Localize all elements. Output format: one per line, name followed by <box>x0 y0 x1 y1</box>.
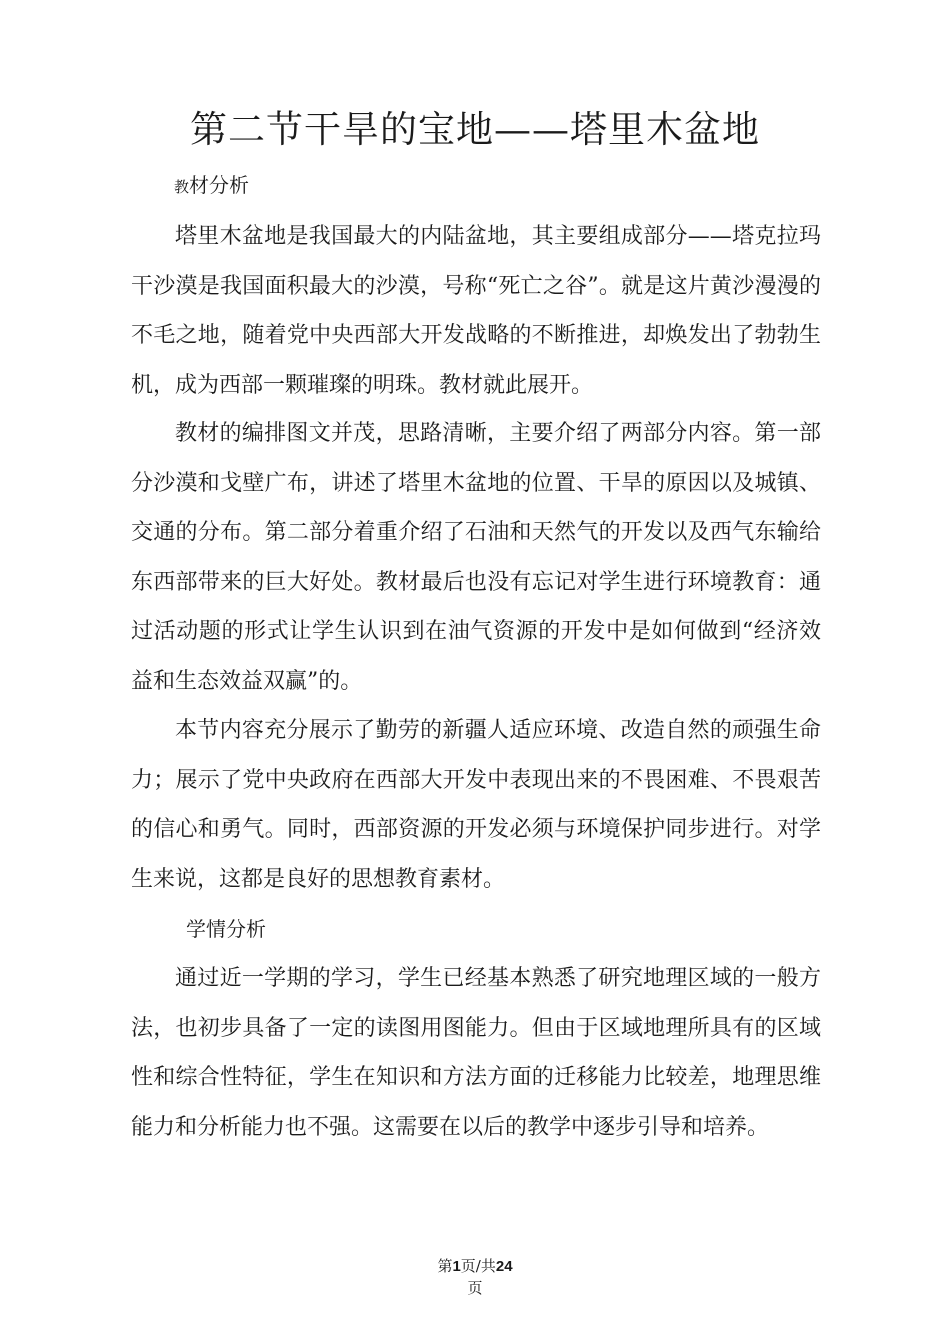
footer-prefix: 第 <box>437 1257 453 1275</box>
paragraph: 通过近一学期的学习，学生已经基本熟悉了研究地理区域的一般方法，也初步具备了一定的读图用图能力。但由于区域地理所具有的区域性和综合性特征，学生在知识和方法方面的迁移能力比较差，地理思维能力和分析能力也不强。这需要在以后的教学中逐步引导和培养。 <box>131 966 821 1140</box>
document-title: 第二节干旱的宝地——塔里木盆地 <box>190 108 760 151</box>
section-heading-student-analysis: 学情分析 <box>186 917 266 941</box>
page-footer <box>0 1255 950 1278</box>
footer-page-number: 1 <box>452 1258 461 1275</box>
section-heading-first-char: 教 <box>174 178 190 196</box>
section-heading-rest: 材分析 <box>189 173 250 197</box>
paragraph: 塔里木盆地是我国最大的内陆盆地，其主要组成部分——塔克拉玛干沙漠是我国面积最大的沙漠，号称“死亡之谷”。就是这片黄沙漫漫的不毛之地，随着党中央西部大开发战略的不断推进，却焕发出了勃勃生机，成为西部一颗璀璨的明珠。教材就此展开。 <box>131 224 821 398</box>
paragraph: 教材的编排图文并茂，思路清晰，主要介绍了两部分内容。第一部分沙漠和戈壁广布，讲述了塔里木盆地的位置、干旱的原因以及城镇、交通的分布。第二部分着重介绍了石油和天然气的开发以及西气东输给东西部带来的巨大好处。教材最后也没有忘记对学生进行环境教育：通过活动题的形式让学生认识到在油气资源的开发中是如何做到“经济效益和生态效益双赢”的。 <box>131 421 821 694</box>
paragraph: 本节内容充分展示了勤劳的新疆人适应环境、改造自然的顽强生命力；展示了党中央政府在西部大开发中表现出来的不畏困难、不畏艰苦的信心和勇气。同时，西部资源的开发必须与环境保护同步进行。对学生来说，这都是良好的思想教育素材。 <box>131 718 821 892</box>
section-heading-textbook-analysis <box>174 170 249 202</box>
footer-middle: 页/共 <box>460 1257 496 1275</box>
footer-total-pages: 24 <box>495 1258 513 1275</box>
page-footer-suffix: 页 <box>467 1279 483 1297</box>
